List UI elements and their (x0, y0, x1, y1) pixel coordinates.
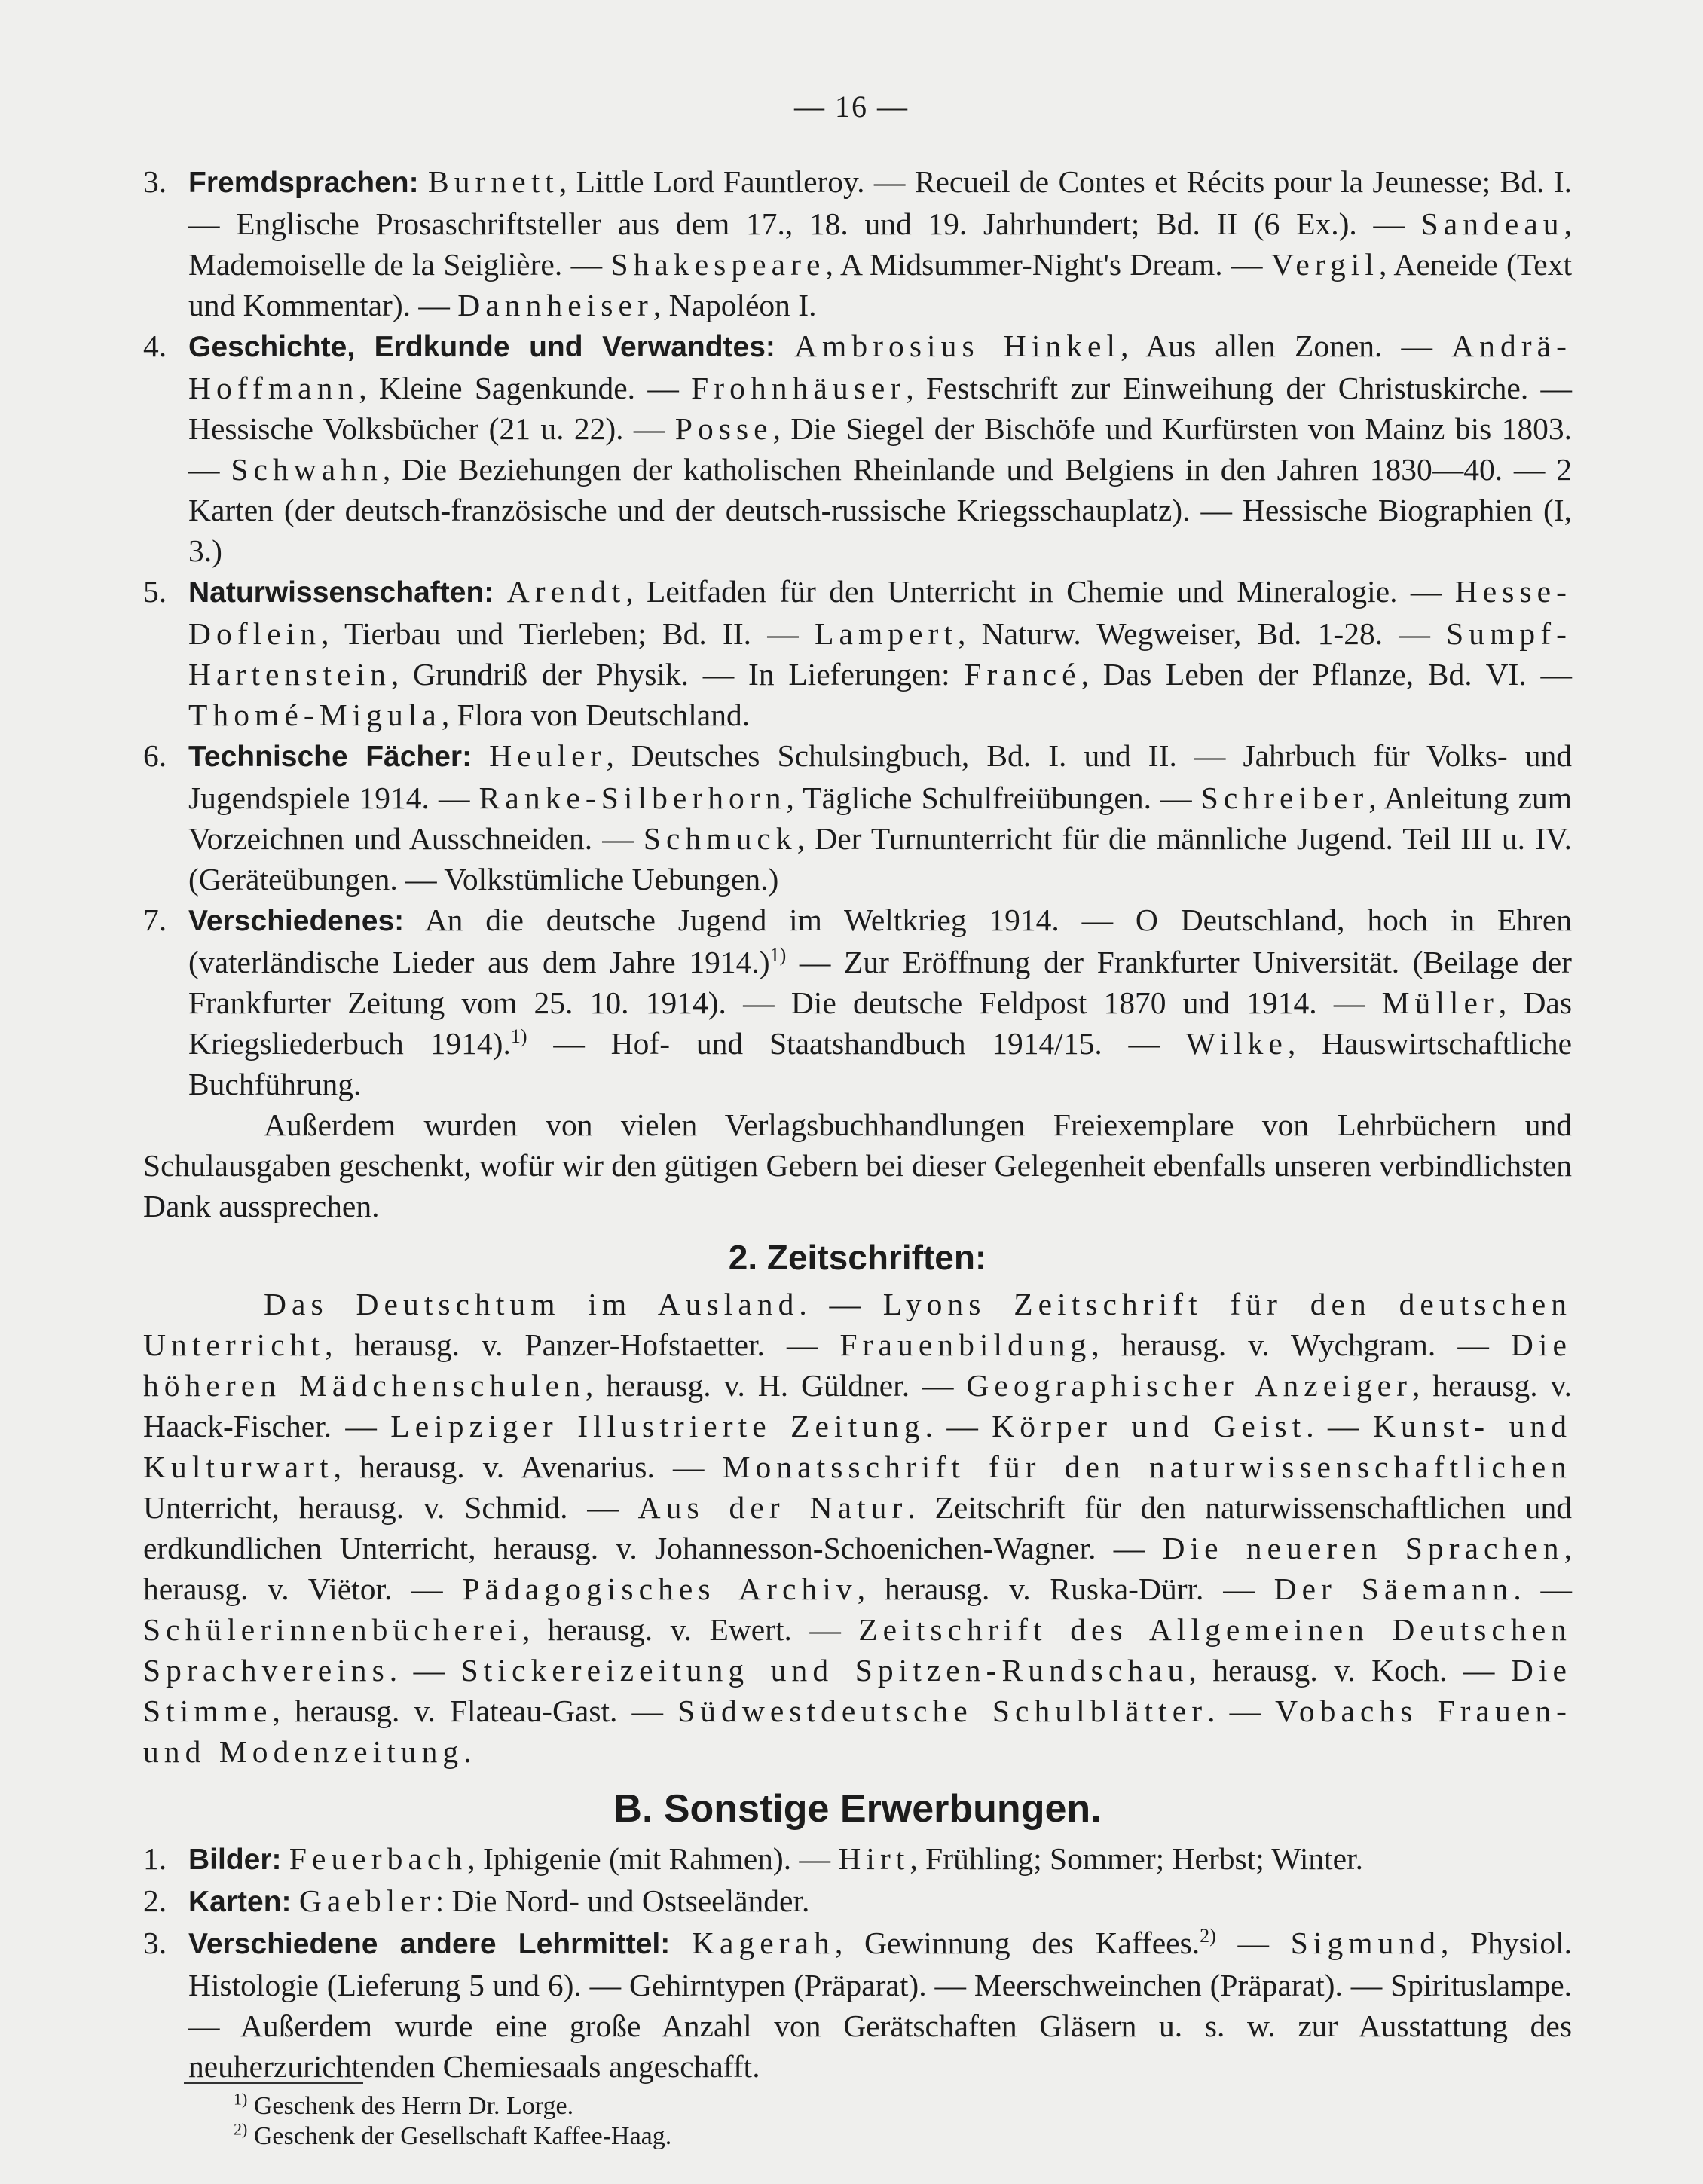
text-run: , Napoléon I. (653, 288, 817, 322)
item-category: Naturwissenschaften: (188, 576, 494, 609)
text-run: . — (1513, 1572, 1573, 1606)
text-run: . — (389, 1653, 461, 1688)
text-run: — Hof- und Staatshandbuch 1914/15. — (527, 1026, 1186, 1061)
text-run: , Hauswirtschaftliche Buchführung. (188, 1026, 1573, 1101)
spaced-name: Gaebler (298, 1883, 436, 1918)
spaced-name: Sigmund (1290, 1926, 1441, 1960)
text-run: , Mademoiselle de la Seiglière. — (188, 206, 1572, 282)
text-run: — Zur Eröffnung der Frankfurter Universität. (Beilage der Frankfurter Zeitung vom 25. 10. 1914). — Die deutsche Feldpost 1870 und 1914. — (188, 945, 1572, 1020)
list-item (143, 571, 1572, 735)
text-run: : Die Nord- und Ostseeländer. (435, 1883, 810, 1918)
acquisitions-list-a (143, 161, 1572, 1104)
spaced-name: Thomé-Migula (188, 698, 442, 732)
text-run: , herausg. v. Flateau-Gast. — (272, 1694, 678, 1728)
item-number: 1. (143, 1841, 167, 1876)
spaced-name: Stickereizeitung und Spitzen-Rundschau (460, 1653, 1189, 1688)
text-run: . — (799, 1287, 883, 1321)
text-run: , Naturw. Wegweiser, Bd. 1-28. — (958, 616, 1447, 651)
item-number: 3. (143, 164, 167, 199)
spaced-name: Schülerinnenbücherei (143, 1612, 522, 1647)
text-run (494, 574, 506, 609)
text-run: , Kleine Sagenkunde. — (359, 371, 692, 405)
item-number: 2. (143, 1883, 167, 1918)
spaced-name: Lampert (815, 616, 959, 651)
item-number: 4. (143, 328, 167, 363)
spaced-name: Francé (964, 657, 1081, 692)
text-run: — (1215, 1926, 1291, 1960)
text-run: , Iphigenie (mit Rahmen). — (467, 1841, 839, 1876)
spaced-name: Frauenbildung (839, 1327, 1092, 1362)
text-run: . — (1207, 1694, 1276, 1728)
periodicals-list (143, 1284, 1572, 1772)
text-run: , Die Siegel der Bischöfe und Kurfürsten von Mainz bis 1803. — (188, 411, 1573, 487)
item-category: Fremdsprachen: (188, 166, 419, 199)
text-run: , Aeneide (Text und Kommentar). — (188, 247, 1573, 322)
spaced-name: Wilke (1185, 1026, 1288, 1061)
footnote-text: Geschenk der Gesellschaft Kaffee-Haag. (253, 2122, 672, 2150)
list-item (143, 1880, 1572, 1923)
text-run (419, 164, 428, 199)
footnote-ref: 2) (1200, 1925, 1216, 1947)
spaced-name: Das Deutschtum im Ausland (264, 1287, 800, 1321)
text-run: , Tägliche Schulfreiübungen. — (786, 780, 1201, 815)
list-item (143, 1838, 1572, 1880)
text-run: , Grundriß der Physik. — In Lieferungen: (390, 657, 965, 692)
spaced-name: Burnett (428, 164, 559, 199)
spaced-name: Pädagogisches Archiv (462, 1572, 858, 1606)
footnote-ref: 1) (510, 1025, 527, 1048)
other-acquisitions-heading: B. Sonstige Erwerbungen. (613, 1787, 1102, 1831)
spaced-name: Lyons Zeitschrift für den deutschen Unterricht (143, 1287, 1572, 1362)
spaced-name: Dannheiser (457, 288, 653, 322)
spaced-name: Geographischer Anzeiger (966, 1368, 1412, 1403)
footnote-text: Geschenk des Herrn Dr. Lorge. (253, 2092, 574, 2120)
item-number: 5. (143, 574, 167, 609)
footnote-mark: 2) (234, 2119, 248, 2139)
text-run: . — (925, 1409, 992, 1443)
spaced-name: Hesse-Doflein (188, 574, 1572, 651)
text-run: , herausg. v. Panzer-Hofstaetter. — (325, 1327, 840, 1362)
text-run: , Der Turnunterricht für die männliche Jugend. Teil III u. IV. (Geräteübungen. — Volkstümliche Uebungen.) (188, 821, 1572, 897)
spaced-name: Südwestdeutsche Schulblätter (677, 1694, 1208, 1728)
spaced-name: Körper und Geist (992, 1409, 1307, 1443)
spaced-name: Frohnhäuser (691, 371, 907, 405)
spaced-name: Sandeau (1420, 206, 1564, 241)
document-body (143, 161, 1572, 2087)
spaced-name: Die höheren Mädchenschulen (143, 1327, 1572, 1403)
spaced-name: Zeitschrift des Allgemeinen Deutschen Sprachvereins (143, 1612, 1572, 1688)
text-run: , Anleitung zum Vorzeichnen und Ausschneiden. — (188, 780, 1572, 856)
list-item (143, 161, 1572, 325)
text-run: , herausg. v. Avenarius. — (333, 1449, 723, 1484)
text-run (472, 738, 489, 773)
text-run: , Little Lord Fauntleroy. — Recueil de Contes et Récits pour la Jeunesse; Bd. I. — Englische Prosaschriftsteller aus dem 17., 18. und 19. Jahrhundert; Bd. II (6 Ex.). — (188, 164, 1572, 241)
spaced-name: Monatsschrift für den naturwissenschaftlichen (722, 1449, 1572, 1484)
text-run: , herausg. v. Ruska-Dürr. — (857, 1572, 1274, 1606)
list-item (143, 1923, 1572, 2087)
item-number: 3. (143, 1926, 167, 1960)
item-category: Bilder: (188, 1843, 282, 1876)
text-run: Unterricht, herausg. v. Schmid. — (143, 1490, 638, 1525)
text-run (775, 328, 794, 363)
list-item (143, 325, 1572, 571)
item-category: Technische Fächer: (188, 741, 472, 773)
footnotes (234, 2091, 671, 2152)
spaced-name: Leipziger Illustrierte Zeitung (390, 1409, 925, 1443)
spaced-name: Kunst- und Kulturwart (143, 1409, 1572, 1484)
text-run: . Zeitschrift für den naturwissenschaftlichen und erdkundlichen Unterricht, herausg. v. Johannesson-Schoenichen-Wagner. — (143, 1490, 1572, 1565)
text-run (670, 1926, 692, 1960)
text-run: , Das Kriegsliederbuch 1914). (188, 985, 1572, 1061)
page-number: — 16 — (794, 90, 909, 124)
text-run: , herausg. v. Haack-Fischer. — (143, 1368, 1572, 1443)
spaced-name: Die neueren Sprachen (1162, 1531, 1564, 1565)
footnote (234, 2121, 671, 2152)
spaced-name: Vobachs Frauen- und Modenzeitung (143, 1694, 1572, 1769)
footnote-ref: 1) (769, 944, 787, 967)
text-run: , herausg. v. Koch. — (1188, 1653, 1511, 1688)
spaced-name: Ranke-Silberhorn (478, 780, 787, 815)
spaced-name: Schmuck (643, 821, 797, 856)
spaced-name: Der Säemann (1273, 1572, 1514, 1606)
text-run: , Festschrift zur Einweihung der Christuskirche. — Hessische Volksbücher (21 u. 22). — (188, 371, 1572, 446)
text-run: , Leitfaden für den Unterricht in Chemie und Mineralogie. — (625, 574, 1455, 609)
list-item (143, 735, 1572, 900)
spaced-name: Shakespeare (610, 247, 826, 282)
text-run: , Das Leben der Pflanze, Bd. VI. — (1081, 657, 1572, 692)
closing-paragraph: Außerdem wurden von vielen Verlagsbuchhandlungen Freiexemplare von Lehrbüchern und Schulausgaben geschenkt, wofür wir den gütigen Gebern bei dieser Gelegenheit ebenfalls unseren verbindlichsten Dank aussprechen. (143, 1107, 1572, 1223)
list-item (143, 900, 1572, 1104)
text-run: , Frühling; Sommer; Herbst; Winter. (910, 1841, 1364, 1876)
spaced-name: Die Stimme (143, 1653, 1572, 1728)
spaced-name: Müller (1381, 985, 1499, 1020)
item-number: 6. (143, 738, 167, 773)
spaced-name: Vergil (1270, 247, 1379, 282)
spaced-name: Heuler (489, 738, 607, 773)
spaced-name: Kagerah (692, 1926, 835, 1960)
item-category: Geschichte, Erdkunde und Verwandtes: (188, 331, 775, 363)
text-run: , herausg. v. Viëtor. — (143, 1531, 1572, 1606)
text-run: , A Midsummer-Night's Dream. — (825, 247, 1271, 282)
text-run: , herausg. v. Ewert. — (521, 1612, 859, 1647)
periodicals-heading: 2. Zeitschriften: (728, 1238, 987, 1277)
spaced-name: Ambrosius Hinkel (794, 328, 1121, 363)
spaced-name: Feuerbach (289, 1841, 468, 1876)
text-run: An die deutsche Jugend im Weltkrieg 1914. — O Deutschland, hoch in Ehren (vaterländische Lieder aus dem Jahre 1914.) (188, 903, 1572, 979)
spaced-name: Schreiber (1200, 780, 1369, 815)
spaced-name: Hirt (838, 1841, 910, 1876)
spaced-name: Sumpf-Hartenstein (188, 616, 1572, 692)
footnote-divider (184, 2082, 363, 2084)
footnote (234, 2091, 671, 2121)
spaced-name: Arendt (506, 574, 626, 609)
item-category: Verschiedenes: (188, 905, 405, 937)
footnote-mark: 1) (234, 2089, 248, 2109)
text-run: , Gewinnung des Kaffees. (834, 1926, 1200, 1960)
text-run: , Aus allen Zonen. — (1121, 328, 1452, 363)
item-category: Verschiedene andere Lehrmittel: (188, 1928, 671, 1960)
item-number: 7. (143, 903, 167, 937)
spaced-name: Posse (674, 411, 773, 446)
text-run: , herausg. v. Wychgram. — (1091, 1327, 1511, 1362)
text-run: , Flora von Deutschland. (441, 698, 751, 732)
spaced-name: Schwahn (231, 452, 383, 487)
text-run: , Die Beziehungen der katholischen Rheinlande und Belgiens in den Jahren 1830—40. — 2 Karten (der deutsch-französische und der deutsch-russische Kriegsschauplatz). — Hessische Biographien (I, 3.) (188, 452, 1572, 568)
spaced-name: Aus der Natur (637, 1490, 908, 1525)
text-run: , Deutsches Schulsingbuch, Bd. I. und II. — Jahrbuch für Volks- und Jugendspiele 1914. — (188, 738, 1573, 815)
text-run: . — (1306, 1409, 1373, 1443)
acquisitions-list-b (143, 1838, 1572, 2087)
text-run: , Physiol. Histologie (Lieferung 5 und 6). — Gehirntypen (Präparat). — Meerschweinchen (Präparat). — Spirituslampe. — Außerdem wurde eine große Anzahl von Gerätschaften Gläsern u. s. w. zur Ausstattung des neuherzurichtenden Chemiesaals angeschafft. (188, 1926, 1573, 2084)
spaced-name: Andrä-Hoffmann (188, 328, 1572, 405)
item-category: Karten: (188, 1886, 292, 1918)
text-run: , herausg. v. H. Güldner. — (585, 1368, 967, 1403)
text-run (292, 1883, 299, 1918)
text-run: . (463, 1734, 472, 1769)
text-run: , Tierbau und Tierleben; Bd. II. — (321, 616, 815, 651)
text-run (282, 1841, 289, 1876)
